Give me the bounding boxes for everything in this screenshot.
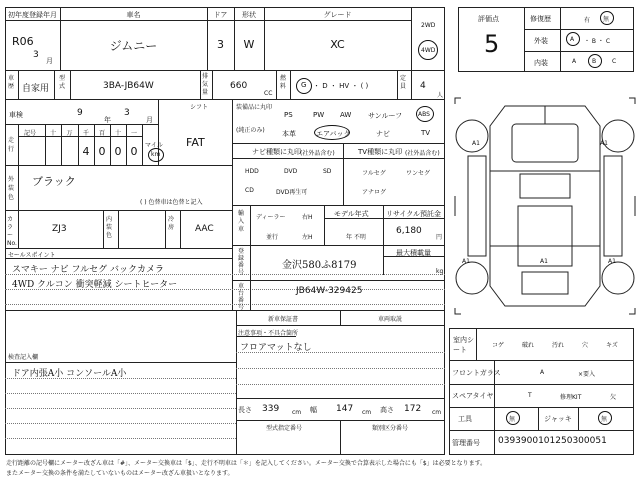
- spare-item: 修理KIT: [560, 394, 582, 401]
- shift-value: FAT: [186, 136, 205, 149]
- tv-label: TV種類に丸印: [358, 148, 403, 156]
- equip-airbag: エアバック: [316, 130, 351, 138]
- mgmt-label: 管理番号: [452, 439, 480, 447]
- shape-value: W: [243, 38, 255, 51]
- glass-label: フロントガラス: [452, 369, 501, 377]
- notes-value: フロアマットなし: [240, 343, 312, 353]
- cap-label: 定員: [400, 75, 407, 90]
- reg-month: 3: [33, 50, 39, 60]
- len-unit: cm: [292, 409, 302, 416]
- mileage-col: 万: [66, 130, 73, 137]
- navi-label: ナビ種類に丸印: [252, 148, 301, 156]
- seat-item: 穴: [582, 342, 589, 349]
- tools-label: 工具: [458, 415, 472, 423]
- sales-label: セールスポイント: [8, 252, 56, 259]
- doc-manual: 車両取説: [378, 316, 403, 323]
- model-year-label: モデル年式: [334, 210, 369, 218]
- fuel-options: ・ D ・ HV ・ ( ): [313, 82, 369, 90]
- inspector-line-1: ドア内張A小 コンソールA小: [12, 369, 127, 379]
- seat-item: コゲ: [492, 342, 505, 349]
- tv-fullseg: フルセグ: [362, 170, 386, 177]
- exterior-note: ( ) 色替車は色替と記入: [140, 199, 203, 206]
- grade-label: グレード: [323, 11, 352, 19]
- tools-value: 無: [509, 416, 516, 423]
- recycle-value: 6,180: [396, 226, 422, 236]
- diagram-mark: A1: [472, 140, 480, 147]
- fuel-label: 燃料: [280, 75, 287, 90]
- equip-navi: ナビ: [376, 130, 390, 138]
- chassis-value: JB64W-329425: [296, 286, 363, 296]
- spare-label: スペアタイヤ: [452, 392, 494, 400]
- ac-label: 冷房: [168, 216, 175, 231]
- inspection-month-unit: 月: [146, 116, 153, 124]
- interior-color-label: 内装色: [106, 216, 113, 239]
- glass-item: ×要入: [578, 371, 596, 378]
- diagram-mark: A1: [608, 258, 616, 265]
- car-name-label: 車名: [126, 11, 141, 19]
- sales-line-2: 4WD クルコン 衝突軽減 シートヒーター: [12, 280, 178, 290]
- hgt-unit: cm: [432, 409, 442, 416]
- use-label: 車歴: [8, 75, 15, 90]
- disp-label: 排気量: [202, 73, 209, 96]
- load-label: 最大積載量: [396, 249, 431, 257]
- score-label: 評価点: [478, 15, 499, 23]
- class-label: 類別区分番号: [372, 425, 409, 432]
- int-b: B: [592, 58, 597, 65]
- equip-abs: ABS: [418, 111, 430, 118]
- seat-item: キズ: [606, 342, 618, 349]
- mileage-unit-mile: マイル: [145, 142, 163, 149]
- seat-item: 破れ: [522, 342, 535, 349]
- score-value: 5: [484, 30, 500, 58]
- inspection-year-unit: 年: [104, 116, 111, 124]
- hgt-value: 172: [404, 404, 422, 414]
- spare-item: T: [528, 392, 532, 399]
- import-dealer: ディーラー: [256, 214, 286, 221]
- fuel-g: G: [301, 81, 307, 89]
- equipment-sub: (純正のみ): [236, 127, 265, 134]
- diagram-mark: A1: [540, 258, 548, 265]
- model-value: 3BA-JB64W: [103, 81, 154, 91]
- exterior-value: ブラック: [32, 175, 76, 188]
- recycle-unit: 円: [436, 234, 443, 241]
- mileage-digit: 0: [130, 145, 138, 158]
- mileage-digit: 0: [114, 145, 122, 158]
- inspection-month: 3: [124, 108, 130, 118]
- import-left: 左H: [302, 234, 313, 241]
- seat-label: 室内シート: [453, 336, 474, 354]
- len-label: 長さ: [238, 406, 252, 414]
- grade-value: XC: [330, 38, 345, 51]
- mileage-col: 千: [82, 130, 89, 137]
- int-a: A: [572, 58, 577, 65]
- disp-value: 660: [230, 81, 248, 91]
- mileage-col: 一: [130, 130, 137, 137]
- ext-rest: ・ B ・ C: [584, 38, 611, 45]
- spare-item: 欠: [610, 394, 617, 401]
- sales-line-1: スマキー ナビ フルセグ バックカメラ: [12, 265, 165, 275]
- tv-analog: アナログ: [362, 189, 387, 196]
- mileage-digit: 0: [98, 145, 106, 158]
- cap-value: 4: [420, 81, 426, 91]
- reg-month-unit: 月: [46, 57, 53, 65]
- reg-date-label: 初年度登録年月: [8, 11, 57, 19]
- doors-value: 3: [217, 38, 224, 51]
- mileage-col: 十: [114, 130, 121, 137]
- color-no-label: カラーNo.: [7, 216, 17, 247]
- chassis-label: 車台番号: [238, 283, 245, 311]
- navi-sub: (社外品含む): [300, 150, 335, 157]
- drive-4wd: 4WD: [421, 47, 436, 54]
- footer-line-1: 走行距離の記号欄にメーター改ざん車は「#」、メーター交換車は「$」、走行不明車は「＊」を記入してください。メーター交換で合算表示した場合にも「$」は必要となります。: [6, 460, 487, 467]
- hgt-label: 高さ: [380, 406, 394, 414]
- glass-item: A: [540, 369, 545, 376]
- tv-sub: (社外品含む): [405, 150, 440, 157]
- mileage-col: 十: [49, 130, 56, 137]
- jack-label: ジャッキ: [544, 415, 572, 423]
- recycle-label: リサイクル預託金: [386, 210, 442, 218]
- shape-label: 形状: [242, 11, 256, 19]
- wid-label: 幅: [310, 406, 317, 414]
- wid-value: 147: [336, 404, 354, 414]
- wid-unit: cm: [362, 409, 372, 416]
- navi-dvd: DVD: [284, 168, 298, 175]
- diagram-mark: A1: [462, 258, 470, 265]
- inspection-year: 9: [77, 108, 83, 118]
- equip-pw: PW: [313, 111, 325, 119]
- doors-label: ドア: [213, 11, 228, 19]
- mileage-col: 百: [98, 130, 105, 137]
- int-c: C: [612, 58, 617, 65]
- tv-oneseg: ワンセグ: [406, 170, 431, 177]
- diagram-mark: A1: [600, 140, 608, 147]
- seat-item: 汚れ: [552, 342, 565, 349]
- equip-tv: TV: [421, 129, 431, 137]
- drive-2wd: 2WD: [421, 22, 436, 29]
- footer-line-2: またメーター交換の条件を満たしていないものはメーター改ざん車扱いとなります。: [6, 470, 234, 477]
- navi-cd: CD: [245, 187, 254, 194]
- cap-unit: 人: [437, 92, 444, 99]
- mileage-digit: 4: [82, 145, 90, 158]
- equip-leather: 本革: [282, 130, 296, 138]
- color-no-value: ZJ3: [52, 224, 67, 234]
- navi-hdd: HDD: [245, 168, 259, 175]
- mileage-label: 走行: [8, 137, 15, 153]
- ac-value: AAC: [195, 224, 214, 234]
- mgmt-value: 0393900101250300051: [498, 436, 607, 446]
- equip-sunroof: サンルーフ: [368, 112, 403, 120]
- len-value: 339: [262, 404, 280, 414]
- notes-label: 注意事項・不具合箇所: [238, 330, 299, 337]
- inspector-label: 検査記入欄: [8, 354, 39, 361]
- navi-dvd-play: DVD再生可: [276, 189, 308, 196]
- plate-value: 金沢580ふ8179: [282, 260, 357, 271]
- equipment-label: 装備品に丸印: [236, 104, 273, 111]
- navi-sd: SD: [323, 168, 332, 175]
- mileage-unit-km: km: [151, 151, 161, 158]
- plate-label: 登録番号: [238, 248, 245, 276]
- jack-value: 無: [601, 416, 608, 423]
- car-diagram: [450, 96, 640, 316]
- inspection-label: 車検: [9, 111, 23, 119]
- equip-ps: PS: [284, 111, 293, 119]
- model-year-value: 年 不明: [346, 234, 366, 241]
- disp-unit: CC: [264, 90, 273, 97]
- load-unit: kg: [436, 268, 444, 275]
- use-value: 自家用: [22, 84, 50, 94]
- import-label: 輸入車: [238, 210, 245, 233]
- repair-label: 修復歴: [530, 15, 551, 23]
- exterior-label: 外装色: [8, 176, 15, 201]
- reg-era: R06: [12, 35, 34, 48]
- type-label: 型式指定番号: [266, 425, 303, 432]
- ext-label: 外装: [534, 37, 548, 45]
- repair-yes: 有: [584, 17, 591, 24]
- import-right: 右H: [302, 214, 313, 221]
- repair-no: 無: [603, 16, 610, 23]
- car-name: ジムニー: [109, 39, 158, 53]
- equip-aw: AW: [340, 111, 352, 119]
- shift-label: シフト: [190, 104, 209, 111]
- import-parallel: 並行: [266, 234, 279, 241]
- model-label: 型式: [59, 75, 66, 90]
- ext-a: A: [570, 36, 575, 43]
- int-label: 内装: [534, 59, 548, 67]
- mileage-rec-label: 記号: [24, 130, 37, 137]
- doc-new-car: 新車保証書: [268, 316, 299, 323]
